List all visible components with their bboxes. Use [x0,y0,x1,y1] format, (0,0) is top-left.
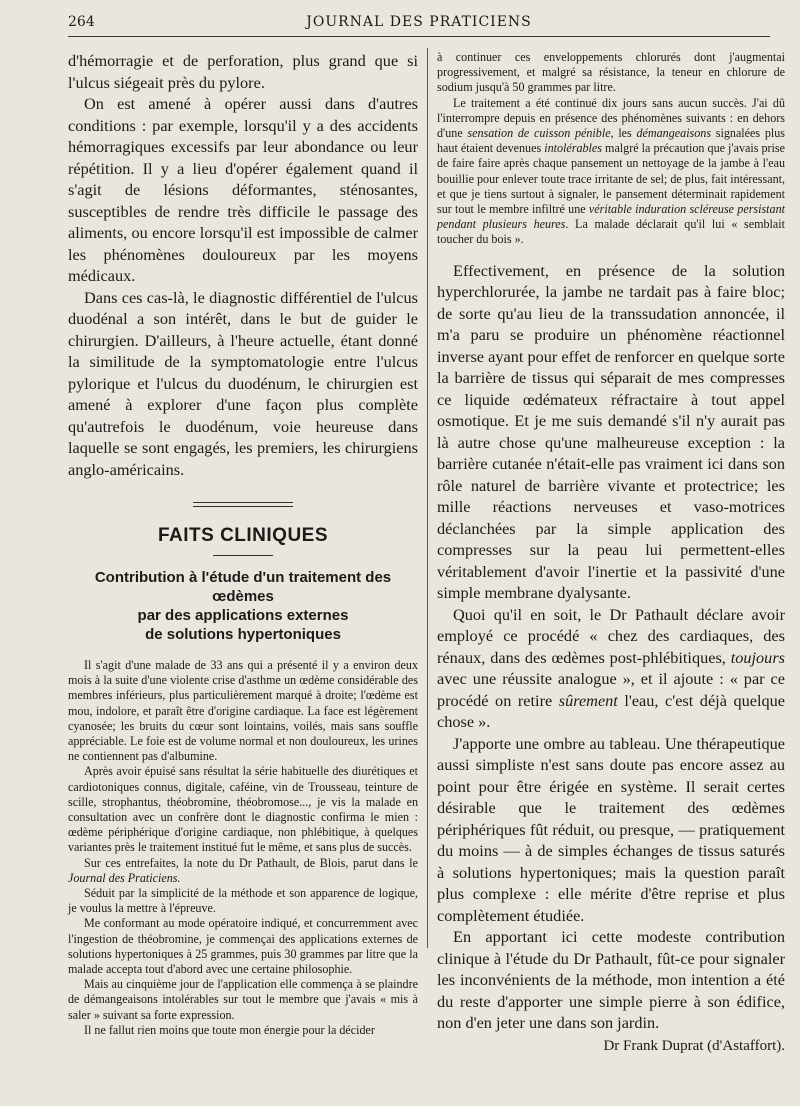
text-run: Le traitement a été continué dix jours sans aucun succès. J'ai dû l'interrompre depuis en présence des phénomènes suivants : en dehors d'une [437,95,785,141]
emphasis: sûrement [558,690,618,710]
paragraph: J'apporte une ombre au tableau. Une thérapeutique aussi simpliste n'est sans doute pas encore assez au point pour être érigée en système. Il serait certes désirable que le traitement des œdèmes périphériques fût réduit, ou presque, — pratiquement du moins — à de simples échanges de tissus saturés à solutions hypertoniques; mais la question paraît plus complexe : elle mérite d'être reprise et plus complètement étudiée. [437,733,785,925]
right-column [437,50,785,1055]
paragraph: Après avoir épuisé sans résultat la série habituelle des diurétiques et cardiotoniques connus, digitale, caféine, vin de Trousseau, teinture de scille, strophantus, théobromine, théobromose..., je vis la malade en consultation avec un confrère dont le diagnostic confirma le mien : œdème périphérique d'origine cardiaque, non phlébitique, à quelques variantes près le traitement institué fut le même, et sans plus de succès. [68,764,418,855]
running-header [68,14,770,37]
text-run: signalées plus haut étaient devenues [437,126,785,156]
emphasis: démangeaisons [636,126,712,141]
journal-reference: Journal des Praticiens. [68,870,181,885]
paragraph: Il ne fallut rien moins que toute mon énergie pour la décider [84,1022,375,1037]
title-rule [213,555,273,556]
emphasis: intolérables [544,141,602,156]
page-number: 264 [68,14,95,30]
paragraph: Me conformant au mode opératoire indiqué, et concurremment avec l'ingestion de théobromine, je commençai des applications externes de solutions hypertoniques à 25 grammes, puis 30 grammes par litre que la malade accepta tout d'abord avec une certaine philosophie. [68,916,418,977]
column-divider [427,48,428,948]
paragraph: à continuer ces enveloppements chlorurés dont j'augmentai progressivement, et malgré sa résistance, la teneur en chlorure de sodium jusqu'à 50 grammes par litre. [437,50,785,95]
section-title: FAITS CLINIQUES [157,525,329,546]
text-run: l'eau, c'est déjà quelque chose ». [437,690,785,732]
article-title [68,568,418,644]
paragraph: d'hémorragie et de perforation, plus grand que si l'ulcus siégeait près du pylore. [68,51,418,92]
author-signature: Dr Frank Duprat (d'Astaffort). [603,1037,785,1054]
paragraph: Séduit par la simplicité de la méthode et son apparence de logique, je voulus la mettre à l'épreuve. [68,886,418,916]
article-title-line: de solutions hypertoniques [145,626,341,643]
paragraph: On est amené à opérer aussi dans d'autres conditions : par exemple, lorsqu'il y a des accidents hémorragiques excessifs par leur abondance ou leur répétition. Il y a lieu d'opérer également quand il s'agit de lésions déformantes, sténosantes, susceptibles de rendre très difficile le passage des aliments, ou encore lorsqu'il est impossible de calmer les phénomènes douloureux par les moyens médicaux. [68,94,418,285]
article-title-line: Contribution à l'étude d'un traitement des œdèmes [94,569,392,605]
text-run: malgré la précaution que j'avais prise de faire faire après chaque pansement un nettoyage de la jambe à l'eau bouillie pour enlever toute trace irritante de sel; de plus, fait intéressant, et que je tiens surtout à signaler, le pansement déterminait rapidement sur tout le membre infiltré une [437,141,785,217]
article-title-line: par des applications externes [137,607,349,624]
paragraph: En apportant ici cette modeste contribution clinique à l'étude du Dr Pathault, fût-ce pour signaler les inconvénients de la méthode, mon intention a été du reste d'apporter une simple pierre à son édifice, non d'en jeter une dans son jardin. [437,927,785,1033]
emphasis: sensation de cuisson pénible [467,126,611,141]
journal-title: JOURNAL DES PRATICIENS [306,14,532,30]
section-separator [193,502,293,507]
text-run: Quoi qu'il en soit, le Dr Pathault déclare avoir employé ce procédé « chez des cardiaques, des rénaux, dans des œdèmes post-phlébitiques, [437,604,785,667]
paragraph: Mais au cinquième jour de l'application elle commença à se plaindre de démangeaisons intolérables sur tout le membre que j'avais « mis à saler » suivant sa forte expression. [68,977,418,1022]
text-run: . La malade déclarait qu'il lui « semblait toucher du bois ». [437,217,785,247]
paragraph [437,96,785,248]
paragraph [437,604,785,733]
text-run: Sur ces entrefaites, la note du Dr Pathault, de Blois, parut dans le [84,855,418,870]
emphasis: toujours [730,647,785,667]
emphasis: véritable induration scléreuse persistant pendant plusieurs heures [437,202,785,232]
text-run: , les [610,126,637,141]
paragraph [68,856,418,886]
text-run: avec une réussite analogue », et il ajoute : « par ce procédé on retire [437,669,785,710]
left-column [68,50,418,1038]
paragraph: Effectivement, en présence de la solution hyperchlorurée, la jambe ne tardait pas à faire bloc; de sorte qu'au lieu de la transsudation annoncée, il m'a paru se produire un phénomène réactionnel inverse ayant pour effet de renforcer en quelque sorte la barrière de tissus qui séparait de mes compresses ce liquide œdémateux réfractaire à tout appel osmotique. Et je me suis demandé s'il n'y aurait pas là autre chose qu'une malheureuse exception : la barrière cutanée n'était-elle pas vraiment ici dans son rôle naturel de barrière vivante et protectrice; les mille réactions nerveuses et vaso-motrices déclanchées par la simple application des compresses sur la peau lui permettent-elles véritablement d'avoir l'inertie et la passivité d'une simple membrane dyalysante. [437,260,785,603]
paragraph: Il s'agit d'une malade de 33 ans qui a présenté il y a environ deux mois à la suite d'une violente crise d'asthme un œdème considérable des membres inférieurs, plus particulièrement marqué à droite; l'œdème est mou, indolore, et paraît être d'origine cardiaque. La face est légèrement cyanosée; les bruits du cœur sont lointains, voilés, mais sans souffle appréciable. Le foie est de volume normal et non douloureux, les urines ne contiennent pas d'albumine. [68,658,418,764]
paragraph: Dans ces cas-là, le diagnostic différentiel de l'ulcus duodénal a son intérêt, dans le but de guider le chirurgien. D'ailleurs, à l'heure actuelle, étant donné la similitude de la symptomatologie entre l'ulcus pylorique et l'ulcus du duodénum, le chirurgien est amené à explorer d'une façon plus complète qu'autrefois le duodénum, voie heureuse dans laquelle se sont engagés, les premiers, les chirurgiens anglo-américains. [68,287,418,479]
